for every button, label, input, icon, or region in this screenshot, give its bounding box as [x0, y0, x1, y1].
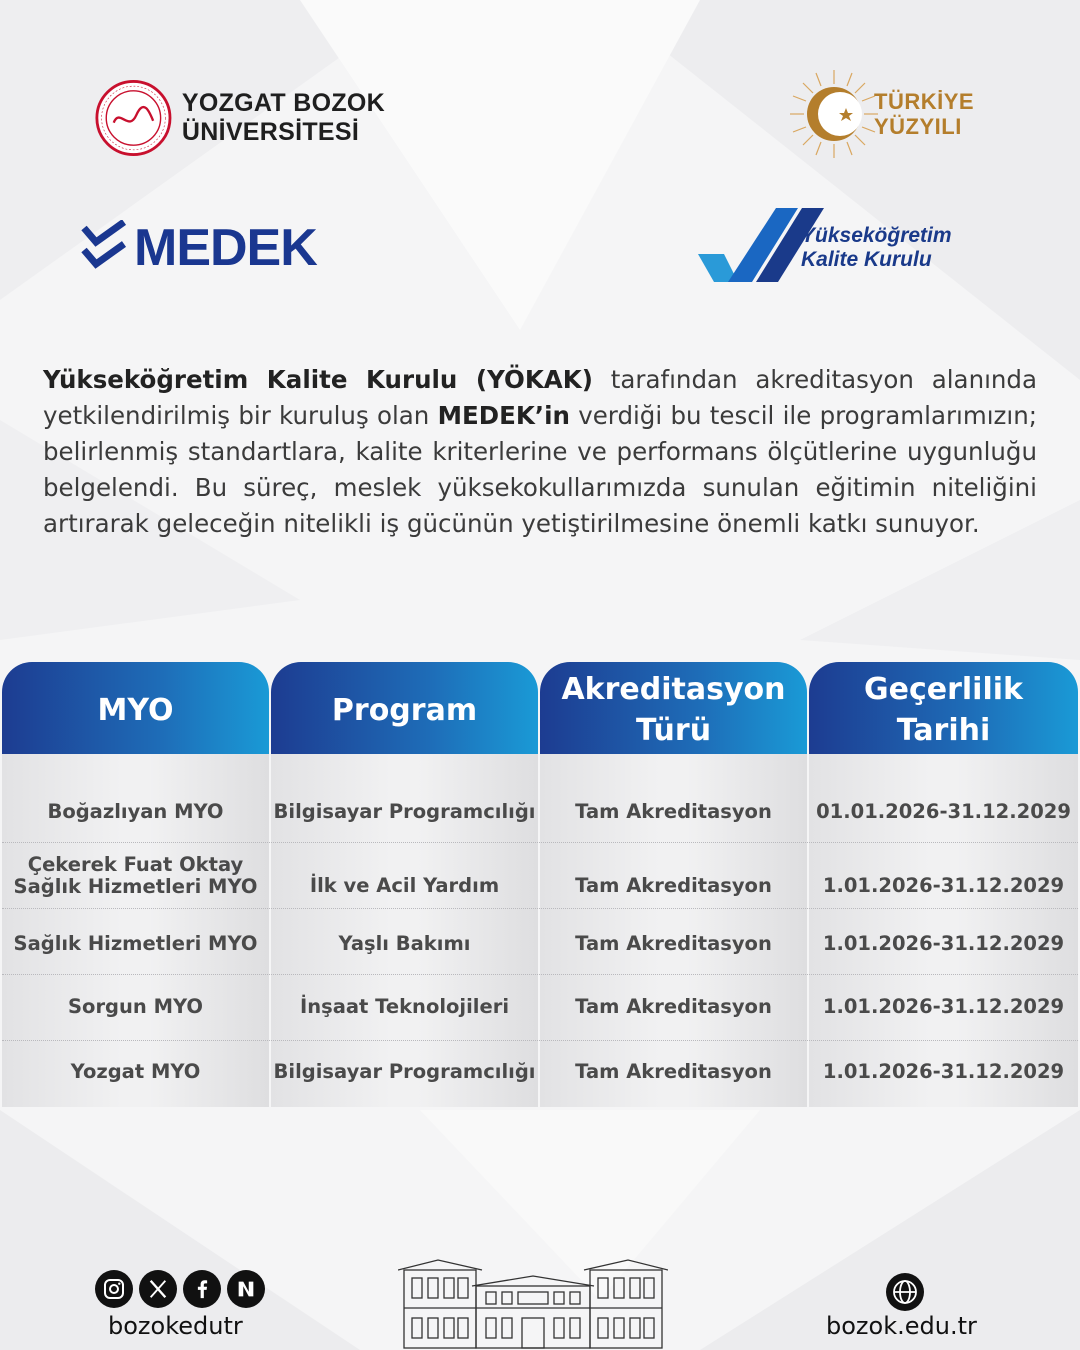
cell-program: İnşaat Teknolojileri	[299, 995, 509, 1018]
university-seal-icon	[95, 77, 172, 159]
cell-myo: Sorgun MYO	[68, 995, 203, 1018]
yokak-logo	[698, 208, 998, 288]
cell-gecerlilik-tarihi: 01.01.2026-31.12.2029	[816, 800, 1071, 823]
paragraph-bold-medek: MEDEK’in	[437, 401, 570, 430]
nsosyal-icon[interactable]	[227, 1270, 265, 1308]
header-gecerlilik-line2: Tarihi	[896, 713, 991, 748]
announcement-paragraph	[43, 362, 1037, 542]
cell-gecerlilik-tarihi: 1.01.2026-31.12.2029	[822, 1060, 1065, 1083]
cell-myo: Sağlık Hizmetleri MYO	[13, 932, 258, 955]
cell-myo: Boğazlıyan MYO	[47, 800, 224, 823]
cell-myo-line2: Sağlık Hizmetleri MYO	[13, 875, 258, 898]
medek-wordmark: MEDEK	[134, 219, 317, 277]
cell-myo-line1: Çekerek Fuat Oktay	[27, 853, 244, 876]
cell-akreditasyon-turu: Tam Akreditasyon	[575, 800, 772, 823]
double-check-icon	[80, 220, 128, 276]
cell-program: İlk ve Acil Yardım	[309, 874, 500, 897]
cell-akreditasyon-turu: Tam Akreditasyon	[575, 874, 772, 897]
header-myo	[2, 662, 269, 754]
turkiye-yuzyili-line1: TÜRKİYE	[874, 89, 975, 114]
university-building-icon	[398, 1256, 668, 1350]
header-gecerlilik-tarihi	[809, 662, 1078, 754]
globe-icon[interactable]	[885, 1272, 925, 1312]
cell-myo	[2, 852, 269, 900]
cell-program: Yaşlı Bakımı	[338, 932, 471, 955]
university-logo	[95, 75, 385, 160]
cell-program: Bilgisayar Programcılığı	[273, 1060, 536, 1083]
social-icons	[95, 1270, 265, 1308]
header-akreditasyon-line1: Akreditasyon	[561, 672, 786, 707]
website-link[interactable]: bozok.edu.tr	[826, 1312, 977, 1340]
social-handle[interactable]: bozokedutr	[108, 1312, 243, 1340]
row-separator	[2, 974, 1078, 975]
header-akreditasyon-line2: Türü	[635, 713, 712, 748]
row-separator	[2, 842, 1078, 843]
instagram-icon[interactable]	[95, 1270, 133, 1308]
sun-crescent-icon	[788, 68, 880, 160]
cell-akreditasyon-turu: Tam Akreditasyon	[575, 995, 772, 1018]
cell-myo: Yozgat MYO	[70, 1060, 201, 1083]
header-program	[271, 662, 538, 754]
cell-akreditasyon-turu: Tam Akreditasyon	[575, 932, 772, 955]
header-akreditasyon-turu	[540, 662, 807, 754]
turkiye-yuzyili-logo	[788, 68, 998, 160]
row-separator	[2, 1040, 1078, 1041]
cell-akreditasyon-turu: Tam Akreditasyon	[575, 1060, 772, 1083]
header-program-label: Program	[331, 692, 478, 728]
cell-gecerlilik-tarihi: 1.01.2026-31.12.2029	[822, 995, 1065, 1018]
cell-gecerlilik-tarihi: 1.01.2026-31.12.2029	[822, 874, 1065, 897]
university-name-line2: ÜNİVERSİTESİ	[181, 117, 360, 146]
yokak-line1: Yükseköğretim	[801, 224, 952, 247]
x-icon[interactable]	[139, 1270, 177, 1308]
accreditation-table	[2, 662, 1078, 1107]
paragraph-text-1: tarafından akreditasyon alanında yetkilendirilmiş bir kuruluş olan	[43, 365, 1037, 430]
turkiye-yuzyili-line2: YÜZYILI	[874, 114, 962, 139]
yokak-line2: Kalite Kurulu	[801, 248, 932, 271]
header-myo-label: MYO	[97, 692, 174, 728]
row-separator	[2, 908, 1078, 909]
paragraph-text-2: verdiği bu tescil ile programlarımızın; belirlenmiş standartlara, kalite kriterlerine ve performans ölçütlerine uygunluğu belgelendi. Bu süreç, meslek yüksekokullarımızda sunulan eğitimin niteliğini artırarak geleceğin nitelikli iş gücünün yetiştirilmesine önemli katkı sunuyor.	[43, 401, 1037, 538]
facebook-icon[interactable]	[183, 1270, 221, 1308]
cell-program: Bilgisayar Programcılığı	[273, 800, 536, 823]
medek-logo	[80, 213, 330, 283]
university-name-line1: YOZGAT BOZOK	[181, 88, 385, 117]
cell-gecerlilik-tarihi: 1.01.2026-31.12.2029	[822, 932, 1065, 955]
paragraph-bold-yokak: Yükseköğretim Kalite Kurulu (YÖKAK)	[43, 365, 593, 394]
header-gecerlilik-line1: Geçerlilik	[864, 672, 1023, 707]
